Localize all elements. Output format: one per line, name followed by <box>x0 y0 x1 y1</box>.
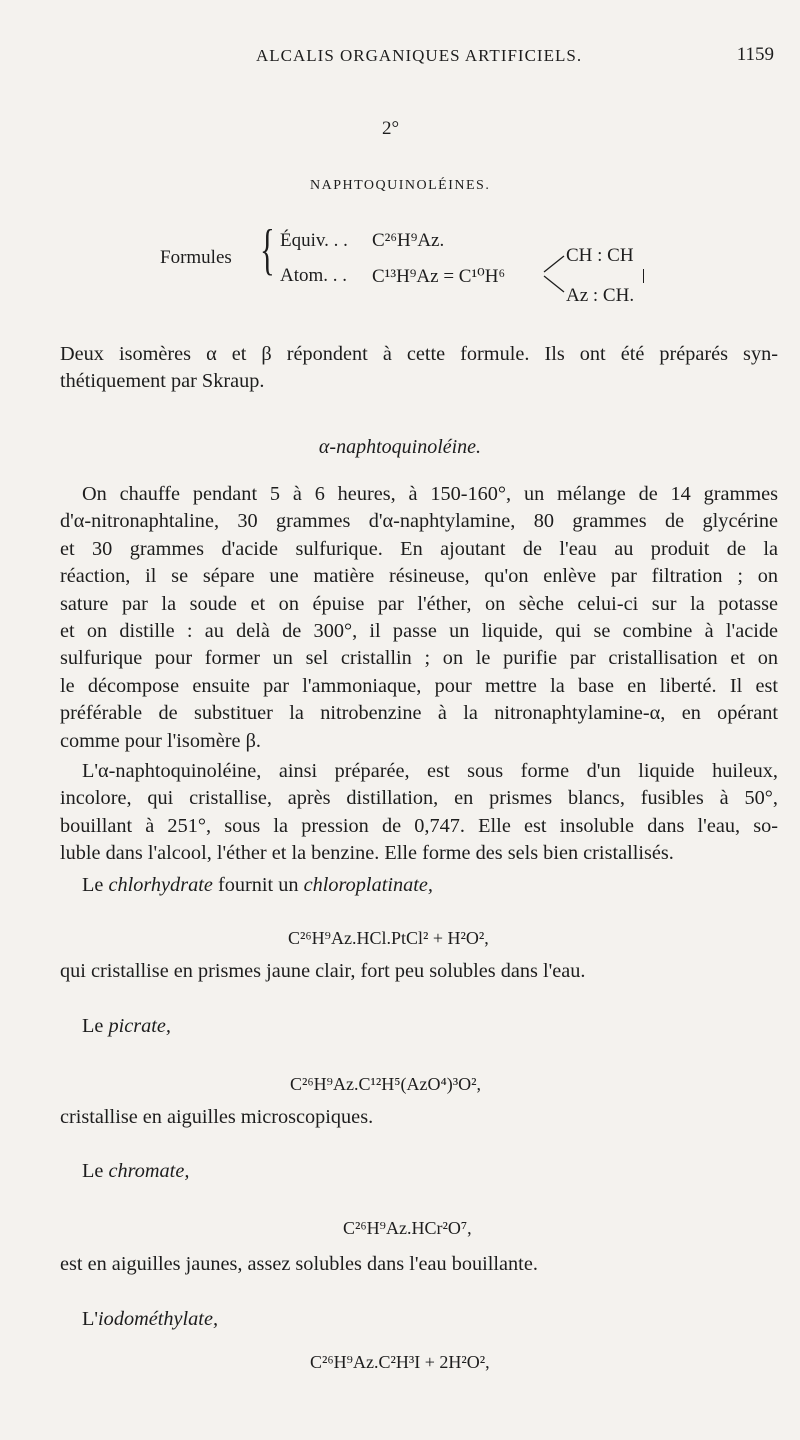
chloroplatinate-formula: C²⁶H⁹Az.HCl.PtCl² + H²O², <box>288 928 489 948</box>
ring-bond-line <box>643 269 644 283</box>
chromate-description: est en aiguilles jaunes, assez solubles dans l'eau bouillante. <box>60 1253 538 1275</box>
section-title: NAPHTOQUINOLÉINES. <box>310 178 491 193</box>
lead-word: Le <box>82 874 104 896</box>
formula-atom-value: C¹³H⁹Az = C¹⁰H⁶ <box>372 266 506 287</box>
formula-equiv-label: Équiv. . . <box>280 230 348 251</box>
formula-atom-label: Atom. . . <box>280 265 348 286</box>
text-line: incolore, qui cristallise, après distillation, en prismes blancs, fusibles à 50°, <box>60 787 778 810</box>
chlorhydrate-lead <box>82 874 433 897</box>
text-line: le décompose ensuite par l'ammoniaque, pour mettre la base en liberté. Il est <box>60 674 778 697</box>
text-line: sature par la soude et on épuise par l'éther, on sèche celui-ci sur la potasse <box>60 592 778 615</box>
lead-italic: chloroplatinate, <box>303 874 433 896</box>
picrate-description: cristallise en aiguilles microscopiques. <box>60 1106 374 1128</box>
text-line: d'α-nitronaphtaline, 30 grammes d'α-naphtylamine, 80 grammes de glycérine <box>60 510 778 533</box>
lead-word: Le <box>82 1015 104 1037</box>
lead-italic: picrate, <box>108 1015 171 1037</box>
text-line: thétiquement par Skraup. <box>60 370 265 393</box>
lead-italic: chromate, <box>108 1160 190 1182</box>
running-title: ALCALIS ORGANIQUES ARTIFICIELS. <box>256 46 583 65</box>
lead-italic: chlorhydrate <box>108 874 213 896</box>
lead-italic: iodométhylate, <box>98 1308 219 1330</box>
intro-paragraph <box>60 341 778 396</box>
picrate-lead <box>82 1015 171 1038</box>
chromate-formula: C²⁶H⁹Az.HCr²O⁷, <box>343 1218 472 1238</box>
page-number: 1159 <box>736 44 774 65</box>
lead-word: Le <box>82 1160 104 1182</box>
lead-word: L' <box>82 1308 99 1330</box>
chromate-lead <box>82 1160 189 1183</box>
left-brace-icon: { <box>260 219 275 281</box>
text-line: On chauffe pendant 5 à 6 heures, à 150-160°, un mélange de 14 grammes <box>82 483 778 505</box>
text-line: bouillant à 251°, sous la pression de 0,747. Elle est insoluble dans l'eau, so- <box>60 814 778 837</box>
text-line: réaction, il se sépare une matière résineuse, qu'on enlève par filtration ; on <box>60 565 778 588</box>
text-line: sulfurique pour former un sel cristallin ; on le purifie par cristallisation et on <box>60 647 778 670</box>
text-line: et on distille : au delà de 300°, il passe un liquide, qui se combine à l'acide <box>60 619 778 642</box>
properties-paragraph <box>60 758 778 868</box>
preparation-paragraph <box>60 481 778 755</box>
lead-word: fournit un <box>217 874 299 896</box>
section-number: 2° <box>382 118 400 139</box>
text-line: L'α-naphtoquinoléine, ainsi préparée, est sous forme d'un liquide huileux, <box>82 760 778 782</box>
ring-bottom: Az : CH. <box>566 285 635 306</box>
formulas-label: Formules <box>160 247 232 268</box>
text-line: luble dans l'alcool, l'éther et la benzine. Elle forme des sels bien cristallisés. <box>60 842 674 865</box>
text-line: et 30 grammes d'acide sulfurique. En ajoutant de l'eau au produit de la <box>60 537 778 560</box>
text-line: préférable de substituer la nitrobenzine à la nitronaphtylamine-α, en opérant <box>60 702 778 725</box>
ring-top: CH : CH <box>566 245 634 266</box>
iodomethylate-formula: C²⁶H⁹Az.C²H³I + 2H²O², <box>310 1352 490 1372</box>
text-line: Deux isomères α et β répondent à cette formule. Ils ont été préparés syn- <box>60 343 778 365</box>
chlorhydrate-description: qui cristallise en prismes jaune clair, fort peu solubles dans l'eau. <box>60 960 586 982</box>
iodomethylate-lead <box>82 1308 218 1331</box>
subheading: α-naphtoquinoléine. <box>318 436 482 458</box>
text-line: comme pour l'isomère β. <box>60 729 261 752</box>
formula-equiv-value: C²⁶H⁹Az. <box>372 230 445 251</box>
picrate-formula: C²⁶H⁹Az.C¹²H⁵(AzO⁴)³O², <box>290 1074 482 1094</box>
